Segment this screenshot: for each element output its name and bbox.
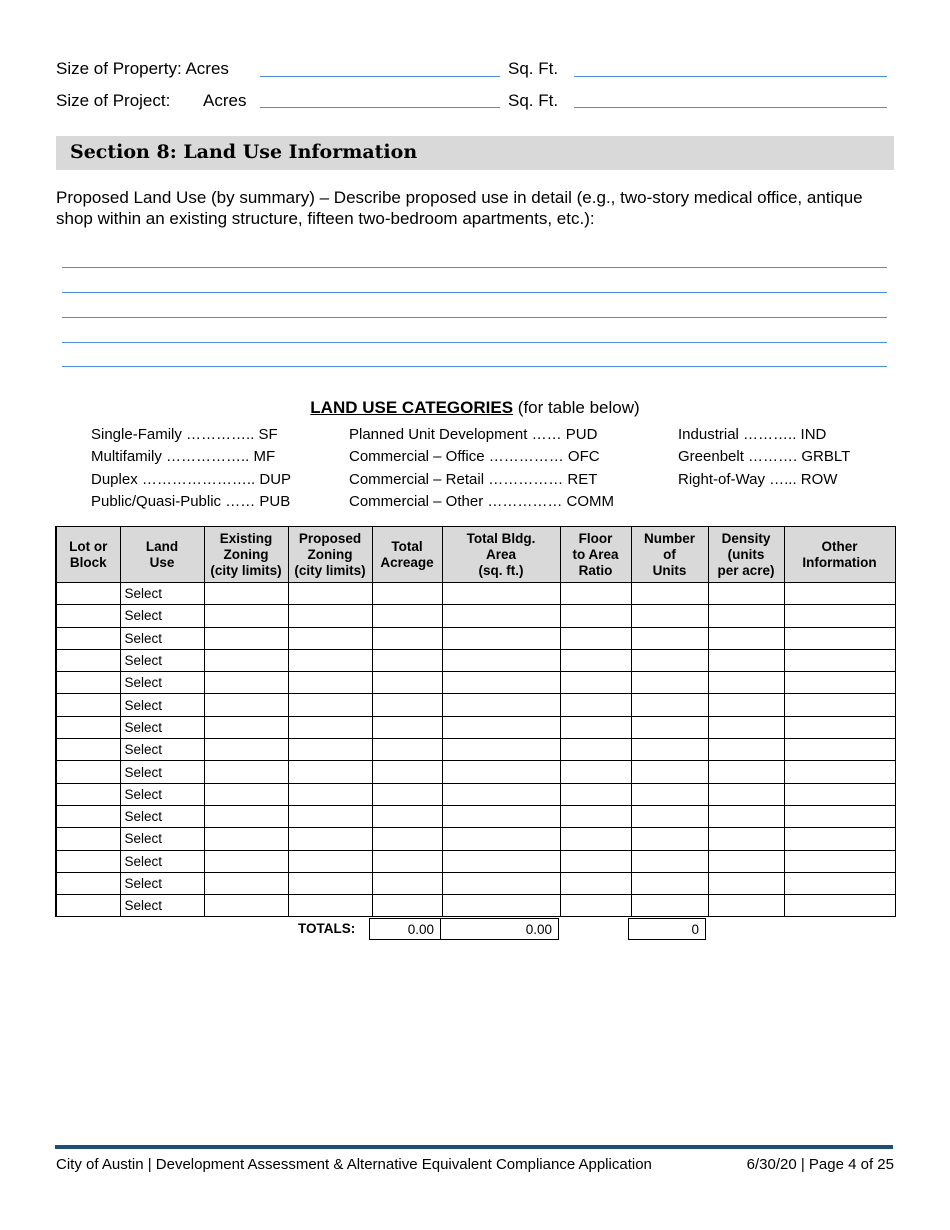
cell-other-info[interactable] bbox=[784, 605, 895, 627]
property-sqft-label: Sq. Ft. bbox=[508, 59, 559, 78]
cell-proposed-zoning[interactable] bbox=[288, 828, 372, 850]
cell-total-acreage[interactable] bbox=[372, 895, 442, 917]
cell-existing-zoning[interactable] bbox=[204, 850, 288, 872]
land-use-description-prompt: Proposed Land Use (by summary) – Describe proposed use in detail (e.g., two-story medical office, antique shop within an existing structure, fifteen two-bedroom apartments, etc.): bbox=[56, 188, 863, 228]
cell-number-units[interactable] bbox=[631, 828, 708, 850]
cell-total-bldg-area[interactable] bbox=[442, 783, 560, 805]
cell-total-acreage[interactable] bbox=[372, 583, 442, 605]
cell-other-info[interactable] bbox=[784, 672, 895, 694]
cell-number-units[interactable] bbox=[631, 716, 708, 738]
cell-density[interactable] bbox=[708, 783, 784, 805]
cell-floor-area-ratio[interactable] bbox=[560, 694, 631, 716]
section-header bbox=[56, 136, 894, 170]
cell-other-info[interactable] bbox=[784, 761, 895, 783]
table-row bbox=[56, 850, 895, 872]
cell-density[interactable] bbox=[708, 805, 784, 827]
cell-density[interactable] bbox=[708, 716, 784, 738]
cell-floor-area-ratio[interactable] bbox=[560, 716, 631, 738]
cell-total-acreage[interactable] bbox=[372, 716, 442, 738]
header-floor-area-ratio: Floor to Area Ratio bbox=[560, 527, 631, 583]
cell-lot-block[interactable] bbox=[56, 605, 120, 627]
land-use-select[interactable]: Select bbox=[120, 895, 204, 917]
land-use-select[interactable]: Select bbox=[120, 583, 204, 605]
cell-proposed-zoning[interactable] bbox=[288, 627, 372, 649]
cell-lot-block[interactable] bbox=[56, 583, 120, 605]
footer-page-info: 6/30/20 | Page 4 of 25 bbox=[746, 1156, 894, 1173]
land-use-select[interactable]: Select bbox=[120, 805, 204, 827]
table-row bbox=[56, 627, 895, 649]
cell-total-bldg-area[interactable] bbox=[442, 805, 560, 827]
cell-other-info[interactable] bbox=[784, 783, 895, 805]
cell-total-acreage[interactable] bbox=[372, 739, 442, 761]
category-mf: Multifamily …………….. MF bbox=[91, 448, 276, 465]
cell-density[interactable] bbox=[708, 605, 784, 627]
cell-proposed-zoning[interactable] bbox=[288, 716, 372, 738]
cell-number-units[interactable] bbox=[631, 805, 708, 827]
land-use-select[interactable]: Select bbox=[120, 716, 204, 738]
footer-title: City of Austin | Development Assessment & Alternative Equivalent Compliance Application bbox=[56, 1156, 652, 1173]
cell-number-units[interactable] bbox=[631, 672, 708, 694]
header-other-info: Other Information bbox=[784, 527, 895, 583]
category-dup: Duplex ………………….. DUP bbox=[91, 471, 292, 488]
description-line-5[interactable] bbox=[62, 366, 887, 367]
cell-proposed-zoning[interactable] bbox=[288, 694, 372, 716]
cell-number-units[interactable] bbox=[631, 627, 708, 649]
description-line-4[interactable] bbox=[62, 342, 887, 343]
table-row bbox=[56, 605, 895, 627]
total-units-value: 0 bbox=[628, 918, 706, 940]
cell-density[interactable] bbox=[708, 649, 784, 671]
cell-lot-block[interactable] bbox=[56, 783, 120, 805]
cell-lot-block[interactable] bbox=[56, 627, 120, 649]
cell-total-acreage[interactable] bbox=[372, 605, 442, 627]
table-row bbox=[56, 694, 895, 716]
totals-label: TOTALS: bbox=[298, 921, 356, 936]
cell-lot-block[interactable] bbox=[56, 739, 120, 761]
cell-proposed-zoning[interactable] bbox=[288, 583, 372, 605]
cell-floor-area-ratio[interactable] bbox=[560, 783, 631, 805]
cell-total-acreage[interactable] bbox=[372, 627, 442, 649]
property-sqft-field[interactable] bbox=[574, 76, 887, 77]
land-use-select[interactable]: Select bbox=[120, 850, 204, 872]
cell-existing-zoning[interactable] bbox=[204, 649, 288, 671]
cell-total-acreage[interactable] bbox=[372, 828, 442, 850]
cell-density[interactable] bbox=[708, 694, 784, 716]
land-use-select[interactable]: Select bbox=[120, 627, 204, 649]
cell-other-info[interactable] bbox=[784, 895, 895, 917]
land-use-select[interactable]: Select bbox=[120, 828, 204, 850]
total-bldg-area-value: 0.00 bbox=[440, 918, 559, 940]
category-ofc: Commercial – Office …………… OFC bbox=[349, 448, 600, 465]
land-use-select[interactable]: Select bbox=[120, 872, 204, 894]
cell-number-units[interactable] bbox=[631, 850, 708, 872]
cell-total-bldg-area[interactable] bbox=[442, 872, 560, 894]
cell-floor-area-ratio[interactable] bbox=[560, 828, 631, 850]
cell-existing-zoning[interactable] bbox=[204, 783, 288, 805]
cell-proposed-zoning[interactable] bbox=[288, 739, 372, 761]
header-proposed-zoning: Proposed Zoning (city limits) bbox=[288, 527, 372, 583]
cell-total-bldg-area[interactable] bbox=[442, 716, 560, 738]
cell-existing-zoning[interactable] bbox=[204, 761, 288, 783]
cell-lot-block[interactable] bbox=[56, 716, 120, 738]
table-row bbox=[56, 739, 895, 761]
cell-floor-area-ratio[interactable] bbox=[560, 627, 631, 649]
cell-number-units[interactable] bbox=[631, 783, 708, 805]
cell-other-info[interactable] bbox=[784, 694, 895, 716]
header-lot-block: Lot or Block bbox=[56, 527, 120, 583]
category-ret: Commercial – Retail …………… RET bbox=[349, 471, 598, 488]
cell-total-acreage[interactable] bbox=[372, 783, 442, 805]
cell-lot-block[interactable] bbox=[56, 828, 120, 850]
cell-floor-area-ratio[interactable] bbox=[560, 895, 631, 917]
cell-existing-zoning[interactable] bbox=[204, 739, 288, 761]
cell-proposed-zoning[interactable] bbox=[288, 605, 372, 627]
cell-other-info[interactable] bbox=[784, 739, 895, 761]
category-ind: Industrial ……….. IND bbox=[678, 426, 827, 443]
cell-lot-block[interactable] bbox=[56, 649, 120, 671]
cell-total-bldg-area[interactable] bbox=[442, 583, 560, 605]
cell-lot-block[interactable] bbox=[56, 761, 120, 783]
table-row bbox=[56, 828, 895, 850]
cell-other-info[interactable] bbox=[784, 716, 895, 738]
cell-total-bldg-area[interactable] bbox=[442, 627, 560, 649]
cell-floor-area-ratio[interactable] bbox=[560, 649, 631, 671]
category-pud: Planned Unit Development …… PUD bbox=[349, 426, 598, 443]
cell-total-acreage[interactable] bbox=[372, 672, 442, 694]
description-line-2[interactable] bbox=[62, 292, 887, 293]
cell-floor-area-ratio[interactable] bbox=[560, 583, 631, 605]
cell-total-acreage[interactable] bbox=[372, 694, 442, 716]
cell-existing-zoning[interactable] bbox=[204, 805, 288, 827]
cell-other-info[interactable] bbox=[784, 828, 895, 850]
categories-subtitle: (for table below) bbox=[517, 398, 640, 417]
land-use-select[interactable]: Select bbox=[120, 605, 204, 627]
cell-floor-area-ratio[interactable] bbox=[560, 672, 631, 694]
cell-lot-block[interactable] bbox=[56, 895, 120, 917]
land-use-table bbox=[55, 526, 896, 917]
cell-floor-area-ratio[interactable] bbox=[560, 739, 631, 761]
cell-total-acreage[interactable] bbox=[372, 850, 442, 872]
header-land-use: Land Use bbox=[120, 527, 204, 583]
table-row bbox=[56, 583, 895, 605]
cell-density[interactable] bbox=[708, 895, 784, 917]
total-acreage-value: 0.00 bbox=[369, 918, 441, 940]
table-row bbox=[56, 895, 895, 917]
cell-total-bldg-area[interactable] bbox=[442, 649, 560, 671]
category-grblt: Greenbelt ………. GRBLT bbox=[678, 448, 851, 465]
land-use-select[interactable]: Select bbox=[120, 694, 204, 716]
cell-total-bldg-area[interactable] bbox=[442, 895, 560, 917]
category-row: Right-of-Way …... ROW bbox=[678, 471, 838, 488]
cell-total-bldg-area[interactable] bbox=[442, 850, 560, 872]
table-row bbox=[56, 872, 895, 894]
categories-title: LAND USE CATEGORIES bbox=[310, 398, 514, 417]
cell-total-bldg-area[interactable] bbox=[442, 761, 560, 783]
table-row bbox=[56, 805, 895, 827]
cell-proposed-zoning[interactable] bbox=[288, 895, 372, 917]
cell-number-units[interactable] bbox=[631, 739, 708, 761]
land-use-select[interactable]: Select bbox=[120, 739, 204, 761]
project-size-label: Size of Project: bbox=[56, 91, 171, 110]
header-total-bldg-area: Total Bldg. Area (sq. ft.) bbox=[442, 527, 560, 583]
property-acres-field[interactable] bbox=[260, 76, 500, 77]
cell-proposed-zoning[interactable] bbox=[288, 872, 372, 894]
category-comm: Commercial – Other …………… COMM bbox=[349, 493, 615, 510]
cell-total-bldg-area[interactable] bbox=[442, 828, 560, 850]
cell-number-units[interactable] bbox=[631, 872, 708, 894]
footer-rule bbox=[55, 1145, 893, 1149]
cell-total-bldg-area[interactable] bbox=[442, 672, 560, 694]
land-use-select[interactable]: Select bbox=[120, 783, 204, 805]
cell-existing-zoning[interactable] bbox=[204, 716, 288, 738]
cell-density[interactable] bbox=[708, 850, 784, 872]
table-header-row bbox=[56, 527, 895, 583]
land-use-select[interactable]: Select bbox=[120, 649, 204, 671]
cell-other-info[interactable] bbox=[784, 872, 895, 894]
cell-total-acreage[interactable] bbox=[372, 805, 442, 827]
table-row bbox=[56, 649, 895, 671]
cell-density[interactable] bbox=[708, 627, 784, 649]
land-use-select[interactable]: Select bbox=[120, 672, 204, 694]
cell-density[interactable] bbox=[708, 739, 784, 761]
table-row bbox=[56, 672, 895, 694]
section-title: Section 8: Land Use Information bbox=[70, 141, 418, 163]
table-row bbox=[56, 783, 895, 805]
cell-other-info[interactable] bbox=[784, 649, 895, 671]
cell-density[interactable] bbox=[708, 672, 784, 694]
cell-floor-area-ratio[interactable] bbox=[560, 605, 631, 627]
table-row bbox=[56, 716, 895, 738]
cell-total-bldg-area[interactable] bbox=[442, 739, 560, 761]
cell-number-units[interactable] bbox=[631, 605, 708, 627]
categories-heading bbox=[0, 398, 950, 418]
cell-floor-area-ratio[interactable] bbox=[560, 805, 631, 827]
header-existing-zoning: Existing Zoning (city limits) bbox=[204, 527, 288, 583]
property-size-label: Size of Property: Acres bbox=[56, 59, 229, 78]
cell-number-units[interactable] bbox=[631, 583, 708, 605]
cell-total-acreage[interactable] bbox=[372, 872, 442, 894]
cell-proposed-zoning[interactable] bbox=[288, 805, 372, 827]
description-line-1[interactable] bbox=[62, 267, 887, 268]
cell-floor-area-ratio[interactable] bbox=[560, 850, 631, 872]
cell-density[interactable] bbox=[708, 872, 784, 894]
cell-other-info[interactable] bbox=[784, 583, 895, 605]
project-sqft-label: Sq. Ft. bbox=[508, 91, 559, 110]
cell-lot-block[interactable] bbox=[56, 672, 120, 694]
cell-floor-area-ratio[interactable] bbox=[560, 872, 631, 894]
cell-existing-zoning[interactable] bbox=[204, 895, 288, 917]
cell-existing-zoning[interactable] bbox=[204, 583, 288, 605]
cell-proposed-zoning[interactable] bbox=[288, 783, 372, 805]
land-use-select[interactable]: Select bbox=[120, 761, 204, 783]
header-density: Density (units per acre) bbox=[708, 527, 784, 583]
cell-other-info[interactable] bbox=[784, 850, 895, 872]
cell-existing-zoning[interactable] bbox=[204, 605, 288, 627]
cell-existing-zoning[interactable] bbox=[204, 872, 288, 894]
cell-number-units[interactable] bbox=[631, 895, 708, 917]
header-number-units: Number of Units bbox=[631, 527, 708, 583]
cell-proposed-zoning[interactable] bbox=[288, 649, 372, 671]
cell-lot-block[interactable] bbox=[56, 805, 120, 827]
cell-total-bldg-area[interactable] bbox=[442, 694, 560, 716]
cell-lot-block[interactable] bbox=[56, 872, 120, 894]
cell-number-units[interactable] bbox=[631, 649, 708, 671]
cell-density[interactable] bbox=[708, 583, 784, 605]
cell-total-acreage[interactable] bbox=[372, 761, 442, 783]
cell-number-units[interactable] bbox=[631, 694, 708, 716]
cell-total-acreage[interactable] bbox=[372, 649, 442, 671]
cell-lot-block[interactable] bbox=[56, 694, 120, 716]
header-total-acreage: Total Acreage bbox=[372, 527, 442, 583]
cell-proposed-zoning[interactable] bbox=[288, 761, 372, 783]
cell-total-bldg-area[interactable] bbox=[442, 605, 560, 627]
cell-other-info[interactable] bbox=[784, 627, 895, 649]
project-acres-label: Acres bbox=[203, 91, 247, 110]
cell-proposed-zoning[interactable] bbox=[288, 850, 372, 872]
cell-existing-zoning[interactable] bbox=[204, 672, 288, 694]
cell-density[interactable] bbox=[708, 761, 784, 783]
cell-other-info[interactable] bbox=[784, 805, 895, 827]
cell-existing-zoning[interactable] bbox=[204, 694, 288, 716]
cell-density[interactable] bbox=[708, 828, 784, 850]
cell-floor-area-ratio[interactable] bbox=[560, 761, 631, 783]
cell-lot-block[interactable] bbox=[56, 850, 120, 872]
project-sqft-field[interactable] bbox=[574, 107, 887, 108]
cell-proposed-zoning[interactable] bbox=[288, 672, 372, 694]
cell-existing-zoning[interactable] bbox=[204, 828, 288, 850]
project-acres-field[interactable] bbox=[260, 107, 500, 108]
category-sf: Single-Family ………….. SF bbox=[91, 426, 278, 443]
category-pub: Public/Quasi-Public …… PUB bbox=[91, 493, 291, 510]
cell-number-units[interactable] bbox=[631, 761, 708, 783]
description-line-3[interactable] bbox=[62, 317, 887, 318]
cell-existing-zoning[interactable] bbox=[204, 627, 288, 649]
table-row bbox=[56, 761, 895, 783]
